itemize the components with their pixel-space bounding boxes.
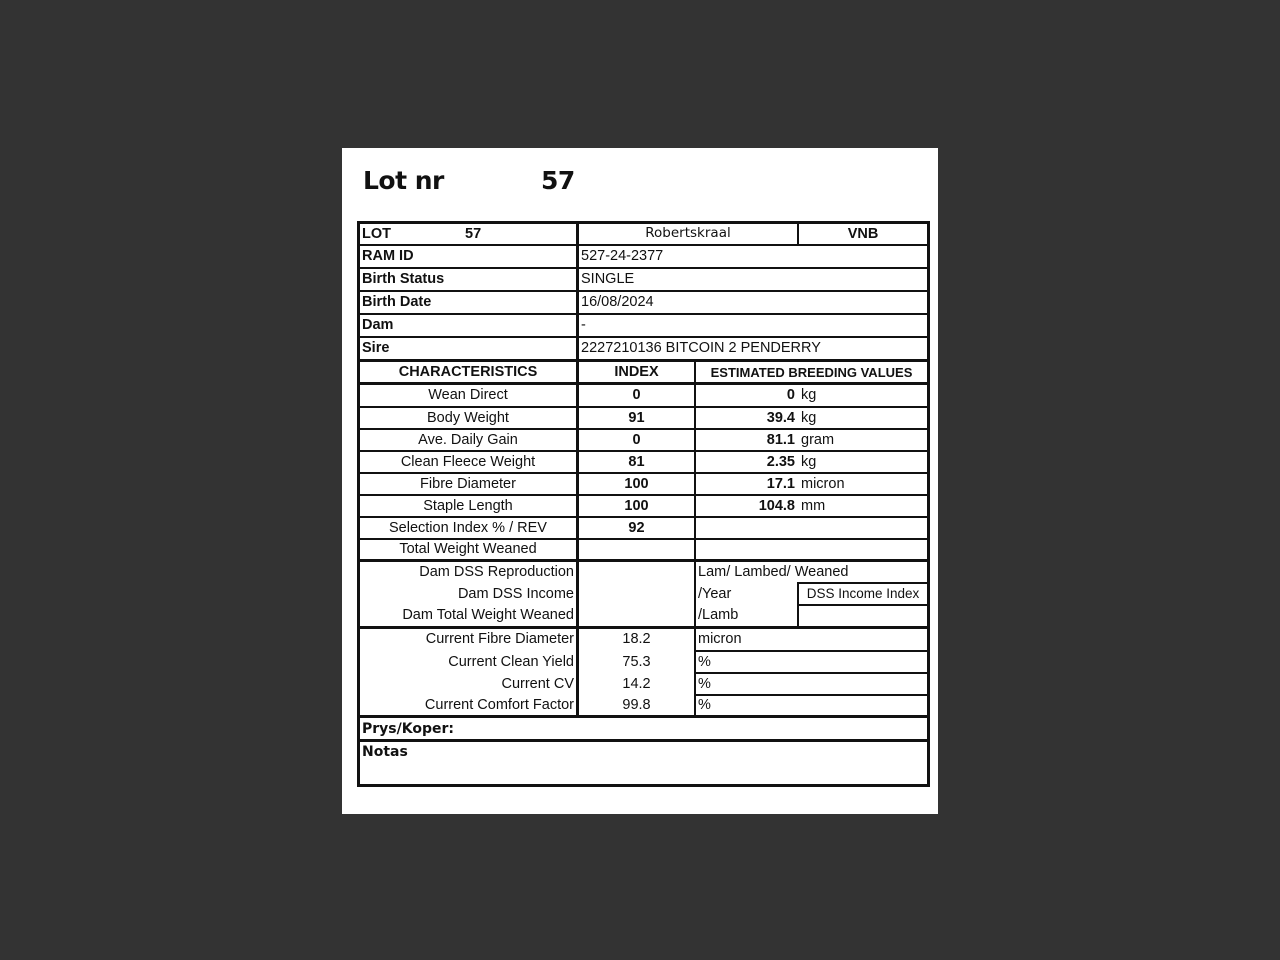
lot-number-value: 57 [541, 166, 575, 195]
breeder-code: VNB [847, 225, 879, 242]
trait-ebv [696, 496, 927, 516]
current-label-cv: Current CV [501, 675, 574, 692]
dss-income-index-value [799, 606, 927, 626]
trait-ebv-unit: gram [801, 431, 835, 448]
current-value-clean-yield: 75.3 [622, 653, 651, 670]
trait-ebv [696, 474, 927, 494]
dam-value-reproduction [579, 562, 694, 583]
trait-name: Clean Fleece Weight [400, 453, 536, 470]
trait-index [579, 540, 694, 559]
trait-index: 91 [628, 409, 645, 426]
trait-index: 100 [624, 475, 649, 492]
trait-ebv-unit: micron [801, 475, 845, 492]
table-border-bottom [357, 784, 930, 787]
dam-label-income: Dam DSS Income [457, 586, 574, 603]
dam-unit-income: /Year [698, 586, 732, 603]
current-unit-cv: % [698, 675, 711, 692]
trait-name: Fibre Diameter [420, 475, 516, 492]
trait-ebv [696, 452, 927, 472]
current-value-cv: 14.2 [622, 675, 651, 692]
trait-name: Staple Length [423, 497, 513, 514]
trait-ebv-unit: mm [801, 497, 826, 514]
trait-ebv-value: 39.4 [766, 409, 795, 426]
price-buyer-label: Prys/Koper: [362, 720, 454, 737]
trait-index: 100 [624, 497, 649, 514]
trait-ebv-value: 2.35 [766, 453, 795, 470]
dam-label-total-weight-weaned: Dam Total Weight Weaned [402, 607, 574, 624]
trait-index: 81 [628, 453, 645, 470]
trait-index: 92 [628, 519, 645, 536]
lot-number-label: Lot nr [363, 166, 444, 195]
current-label-fibre-diameter: Current Fibre Diameter [425, 631, 574, 648]
trait-ebv-unit: kg [801, 409, 817, 426]
trait-ebv-unit: kg [801, 387, 817, 404]
trait-ebv-value: 104.8 [758, 497, 795, 514]
trait-name: Ave. Daily Gain [418, 431, 518, 448]
detail-value-dam: - [581, 317, 586, 334]
column-header-characteristics: CHARACTERISTICS [398, 363, 538, 380]
trait-ebv-value: 81.1 [766, 431, 795, 448]
trait-name: Body Weight [427, 409, 509, 426]
lot-label: LOT [362, 225, 391, 242]
detail-value-ram-id: 527-24-2377 [581, 248, 664, 265]
detail-label-sire: Sire [362, 340, 390, 357]
dam-value-total-weight-weaned [579, 605, 694, 626]
current-label-comfort-factor: Current Comfort Factor [424, 697, 574, 714]
current-value-fibre-diameter: 18.2 [622, 631, 651, 648]
lot-value: 57 [465, 225, 482, 242]
breeder-name: Robertskraal [645, 225, 731, 242]
dam-unit-total-weight-weaned: /Lamb [698, 607, 739, 624]
detail-label-birth-date: Birth Date [362, 294, 432, 311]
detail-label-birth-status: Birth Status [362, 271, 445, 288]
trait-ebv-value: 0 [786, 387, 795, 404]
current-unit-comfort-factor: % [698, 697, 711, 714]
trait-ebv [696, 540, 927, 559]
trait-name: Selection Index % / REV [389, 519, 547, 536]
detail-value-birth-status: SINGLE [581, 271, 635, 288]
current-value-comfort-factor: 99.8 [622, 697, 651, 714]
current-unit-clean-yield: % [698, 653, 711, 670]
dam-unit-reproduction: Lam/ Lambed/ Weaned [698, 564, 849, 581]
trait-name: Total Weight Weaned [399, 541, 537, 558]
trait-ebv-value: 17.1 [766, 475, 795, 492]
detail-label-ram-id: RAM ID [362, 248, 414, 265]
dss-income-index-label: DSS Income Index [806, 586, 920, 602]
trait-index: 0 [632, 431, 641, 448]
dam-value-income [579, 584, 694, 605]
dam-label-reproduction: Dam DSS Reproduction [419, 564, 574, 581]
notes-label: Notas [362, 744, 408, 760]
trait-ebv [696, 518, 927, 538]
trait-ebv [696, 408, 927, 428]
trait-ebv [696, 385, 927, 406]
trait-ebv-unit: kg [801, 453, 817, 470]
column-header-index: INDEX [614, 363, 659, 380]
detail-value-sire: 2227210136 BITCOIN 2 PENDERRY [581, 340, 821, 357]
detail-value-birth-date: 16/08/2024 [581, 294, 654, 311]
trait-index: 0 [632, 387, 641, 404]
current-unit-fibre-diameter: micron [698, 631, 742, 648]
trait-name: Wean Direct [428, 387, 508, 404]
detail-label-dam: Dam [362, 317, 394, 334]
column-header-ebv: ESTIMATED BREEDING VALUES [710, 364, 913, 380]
trait-ebv [696, 430, 927, 450]
table-border-right [927, 221, 930, 787]
current-label-clean-yield: Current Clean Yield [448, 653, 574, 670]
